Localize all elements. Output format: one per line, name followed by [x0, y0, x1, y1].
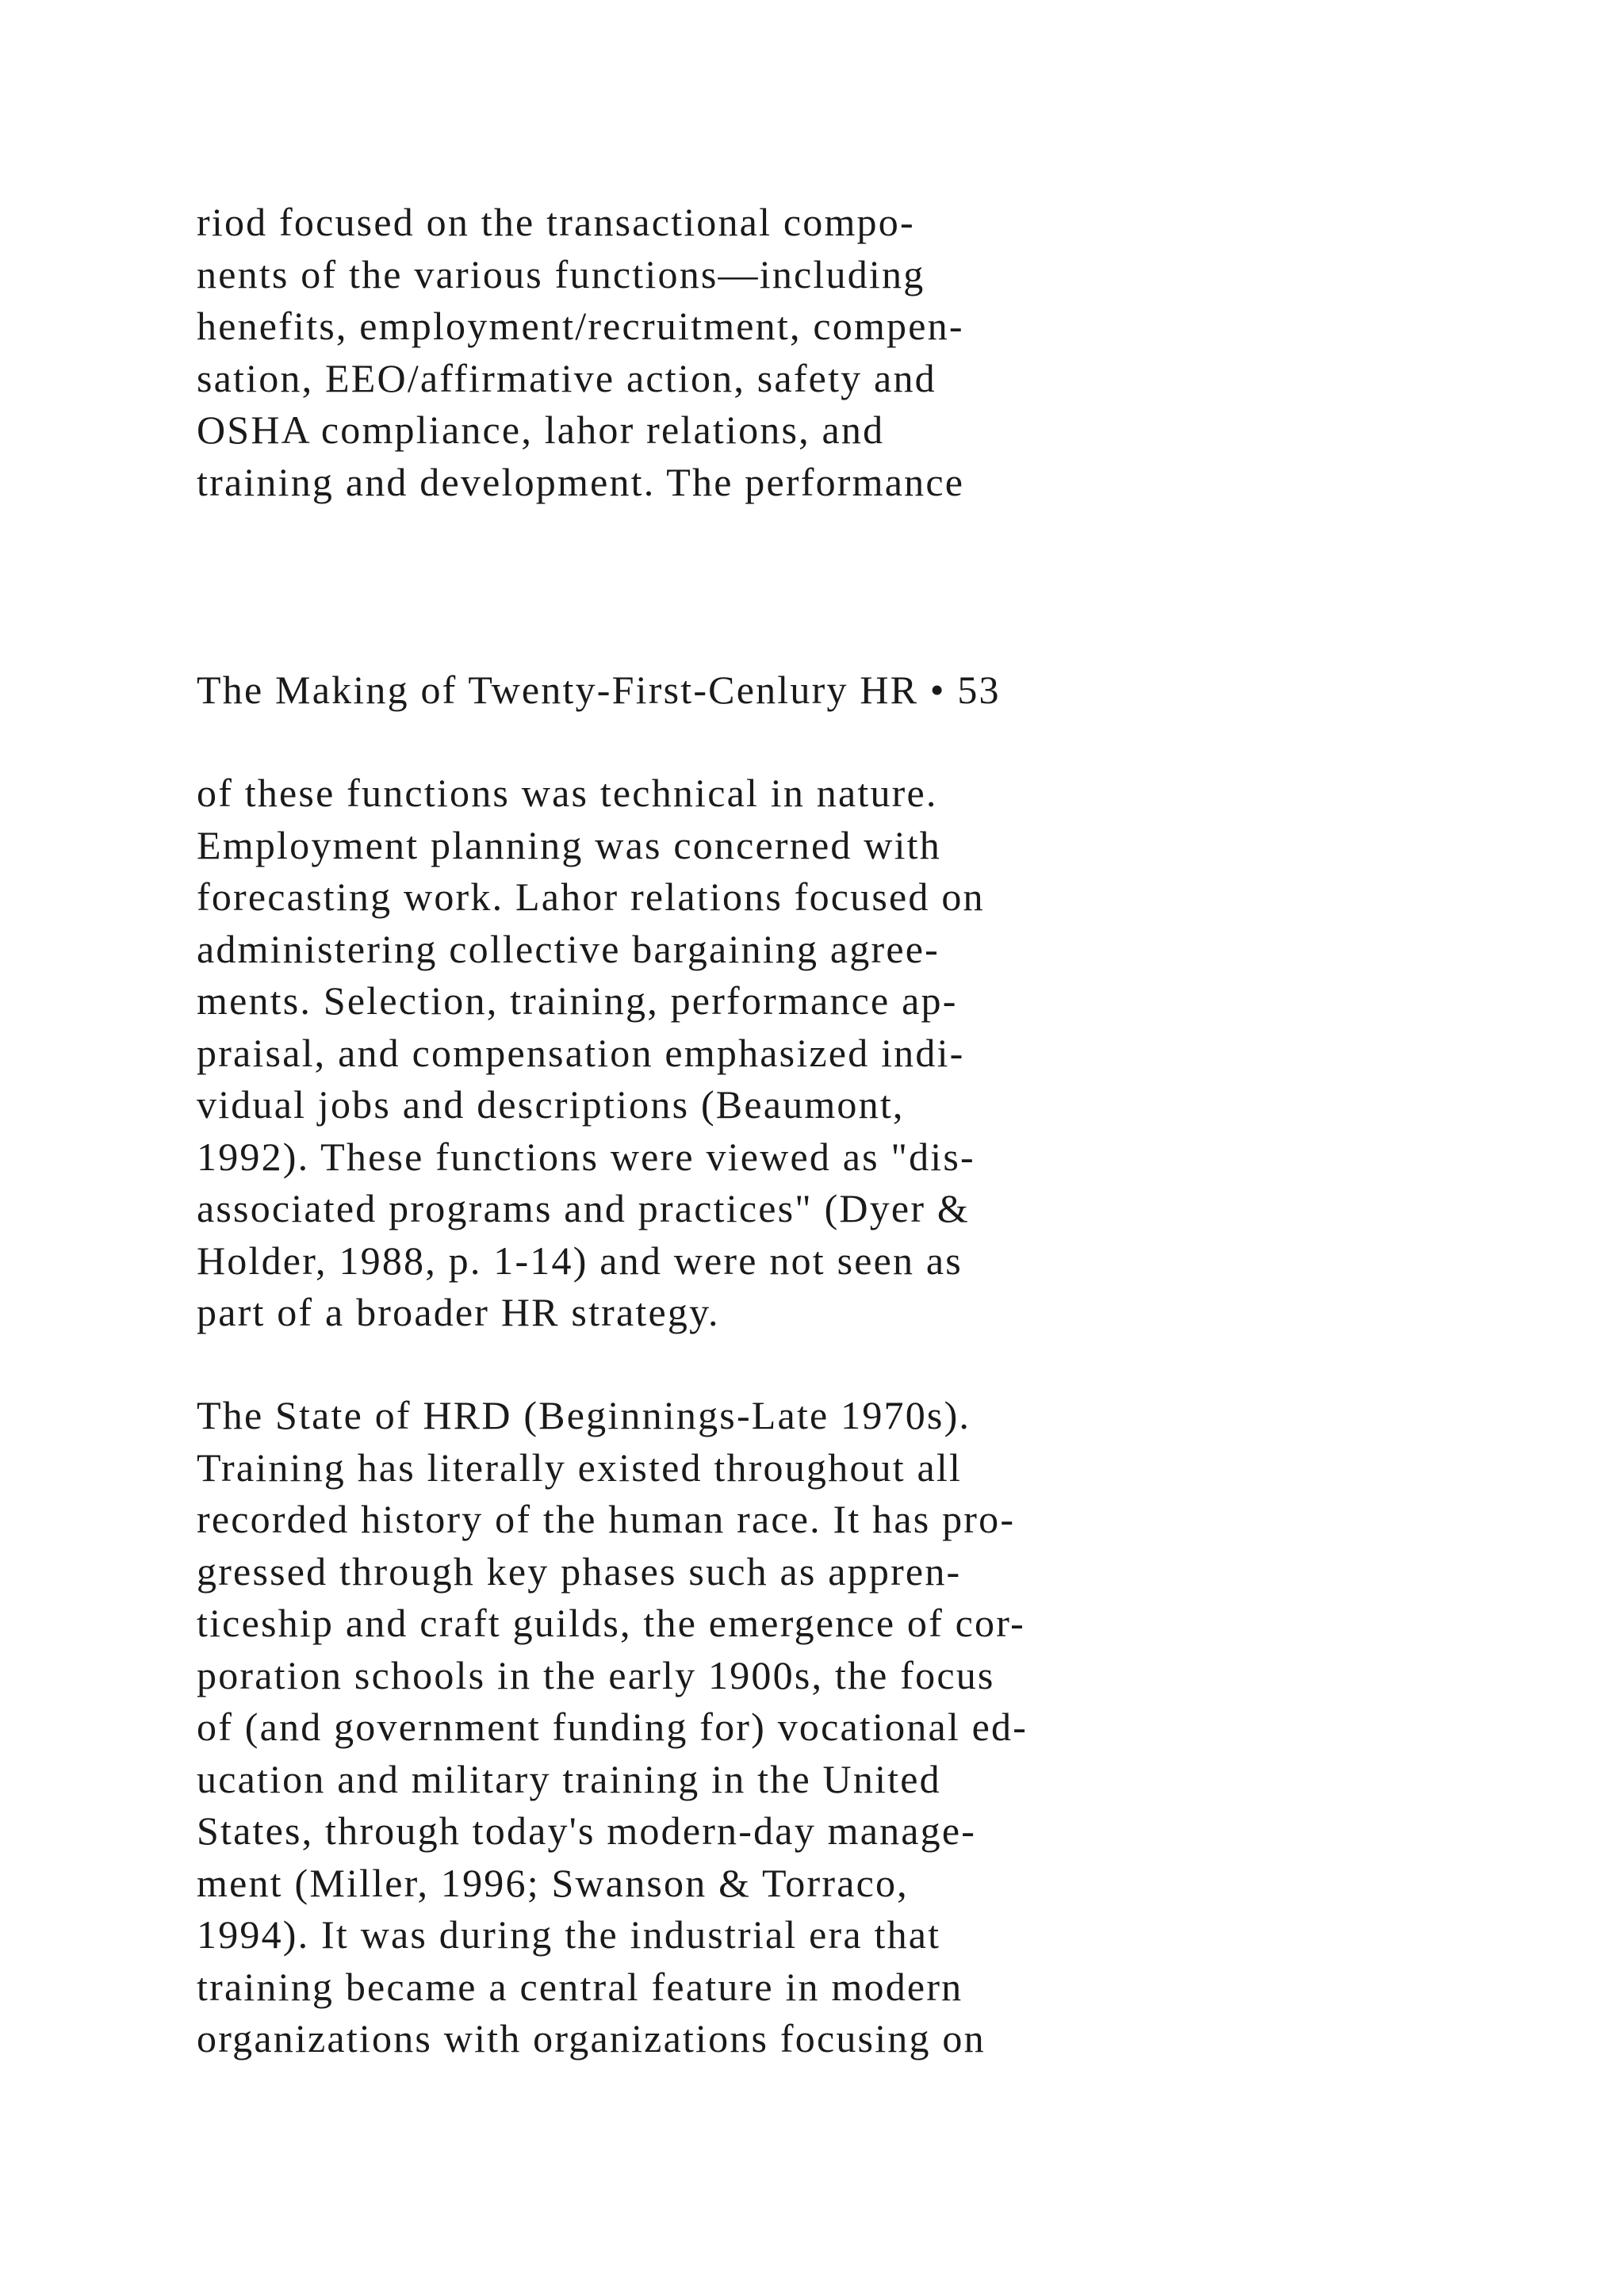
- text-line: ticeship and craft guilds, the emergence of cor-: [197, 1601, 1025, 1645]
- paragraph-1: [197, 767, 1434, 1339]
- text-line: States, through today's modern-day manage-: [197, 1808, 977, 1853]
- text-line: Holder, 1988, p. 1-14) and were not seen as: [197, 1238, 963, 1283]
- text-line: Training has literally existed throughout all: [197, 1445, 963, 1490]
- text-line: ments. Selection, training, performance ap-: [197, 978, 958, 1023]
- text-line: The State of HRD (Beginnings-Late 1970s).: [197, 1393, 971, 1437]
- text-line: sation, EEO/affirmative action, safety and: [197, 355, 936, 400]
- text-line: ment (Miller, 1996; Swanson & Torraco,: [197, 1860, 909, 1905]
- text-line: administering collective bargaining agree-: [197, 926, 940, 971]
- text-line: part of a broader HR strategy.: [197, 1290, 720, 1334]
- paragraph-2: [197, 1390, 1434, 2065]
- text-line: poration schools in the early 1900s, the focus: [197, 1652, 995, 1697]
- text-line: training and development. The performance: [197, 459, 965, 504]
- text-line: Employment planning was concerned with: [197, 822, 941, 867]
- text-line: riod focused on the transactional compo-: [197, 200, 915, 244]
- text-line: of (and government funding for) vocational ed-: [197, 1705, 1028, 1749]
- text-line: organizations with organizations focusing on: [197, 2016, 986, 2061]
- running-header-text: The Making of Twenty-First-Cenlury HR • 53: [197, 668, 1001, 712]
- text-line: training became a central feature in modern: [197, 1964, 963, 2009]
- text-line: 1994). It was during the industrial era that: [197, 1912, 941, 1957]
- text-line: gressed through key phases such as appren-: [197, 1548, 962, 1594]
- text-line: praisal, and compensation emphasized indi-: [197, 1030, 965, 1075]
- paragraph-top: [197, 197, 1434, 508]
- text-line: associated programs and practices" (Dyer &: [197, 1186, 970, 1230]
- text-line: henefits, employment/recruitment, compen-: [197, 304, 964, 348]
- text-line: 1992). These functions were viewed as "dis-: [197, 1134, 975, 1179]
- text-line: of these functions was technical in nature.: [197, 771, 938, 815]
- text-line: OSHA compliance, lahor relations, and: [197, 408, 885, 452]
- text-line: forecasting work. Lahor relations focused on: [197, 874, 985, 919]
- text-line: nents of the various functions—including: [197, 251, 925, 297]
- text-line: ucation and military training in the United: [197, 1756, 941, 1801]
- text-line: recorded history of the human race. It has pro-: [197, 1497, 1016, 1541]
- running-header: [197, 664, 1434, 717]
- text-line: vidual jobs and descriptions (Beaumont,: [197, 1082, 905, 1127]
